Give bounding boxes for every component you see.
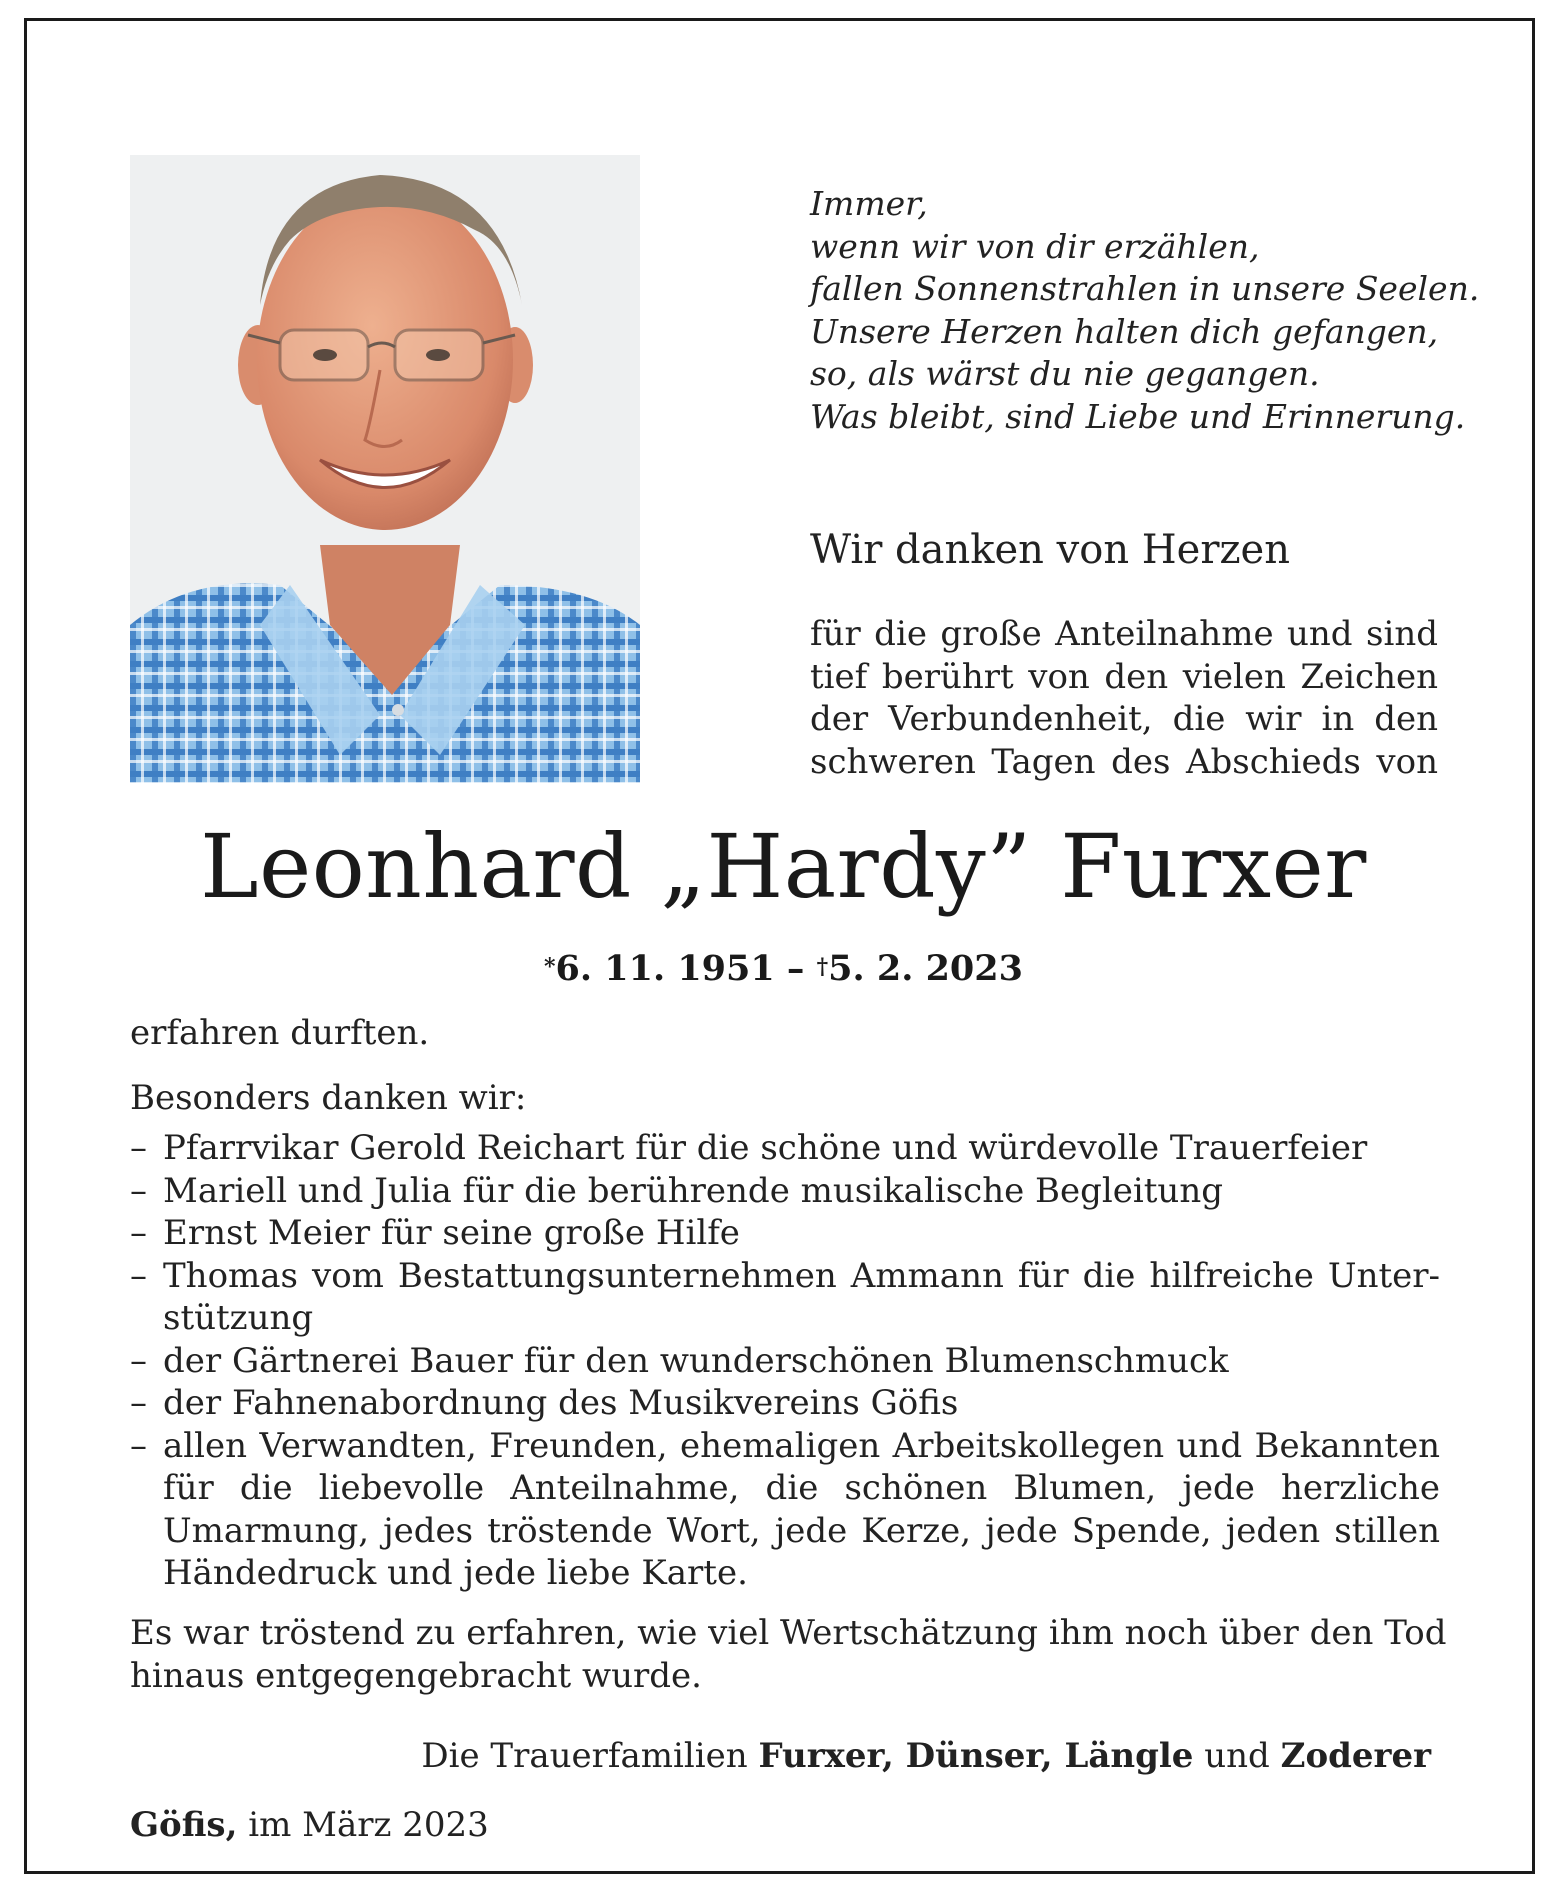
date-dash: – [786,948,805,989]
list-item [130,1170,1440,1213]
list-item-line: Ernst Meier für seine große Hilfe [163,1213,740,1253]
special-thanks-heading: Besonders danken wir: [130,1078,527,1118]
intro-line: schweren Tagen des Abschieds von [810,741,1438,782]
list-dash: – [130,1425,147,1466]
intro-line: für die große Anteilnahme und sind [810,614,1438,654]
place-city: Göfis, [130,1805,238,1845]
signature-last-family: Zoderer [1280,1736,1431,1776]
list-dash: – [130,1383,147,1423]
list-item-line: Pfarrvikar Gerold Reichart für die schöne und würdevolle Trauerfeier [163,1128,1368,1168]
poem-line: Unsere Herzen halten dich gefangen, [810,311,1439,351]
list-item-line: stützung [163,1298,314,1338]
list-item-line: allen Verwandten, Freunden, ehemaligen Arbeitskollegen und Bekannten [163,1425,1440,1466]
poem-line: Was bleibt, sind Liebe und Erinnerung. [810,396,1466,436]
list-item [130,1382,1440,1425]
poem-line: so, als wärst du nie gegangen. [810,354,1320,393]
place-and-date [130,1800,489,1850]
list-dash: – [130,1213,147,1253]
portrait-photo [130,155,640,783]
list-item [130,1340,1440,1383]
list-item [130,1255,1440,1340]
list-item-line: für die liebevolle Anteilnahme, die schönen Blumen, jede herzliche [163,1468,1440,1508]
poem-line: fallen Sonnenstrahlen in unsere Seelen. [810,269,1480,308]
birth-symbol: * [544,954,556,980]
signature-prefix: Die Trauerfamilien [421,1736,748,1776]
memorial-poem [810,183,1480,438]
signature [421,1731,1431,1781]
list-item [130,1425,1440,1595]
closing-line: Es war tröstend zu erfahren, wie viel Wertschätzung ihm noch über den Tod [130,1613,1447,1653]
list-item [130,1212,1440,1255]
closing-paragraph [130,1612,1447,1697]
signature-connector: und [1204,1736,1270,1776]
intro-paragraph [810,613,1438,783]
signature-families: Furxer, Dünser, Längle [758,1736,1194,1776]
list-item-line: der Gärtnerei Bauer für den wunderschönen Blumenschmuck [163,1340,1229,1381]
list-dash: – [130,1255,147,1296]
list-item-line: Mariell und Julia für die berührende musikalische Begleitung [163,1170,1223,1211]
thanks-heading: Wir danken von Herzen [810,527,1290,573]
special-thanks-list [130,1127,1440,1595]
list-item-line: Thomas vom Bestattungsunternehmen Ammann für die hilfreiche Unter- [163,1255,1440,1296]
intro-line: tief berührt von den vielen Zeichen [810,656,1438,697]
place-date: im März 2023 [248,1805,489,1845]
poem-line: Immer, [810,184,928,223]
list-item-line: der Fahnenabordnung des Musikvereins Göfis [163,1383,959,1423]
continuation-text: erfahren durften. [130,1013,430,1053]
closing-line: hinaus entgegengebracht wurde. [130,1655,702,1696]
death-symbol: † [816,954,829,980]
list-item-line: Umarmung, jedes tröstende Wort, jede Kerze, jede Spende, jeden stillen [163,1510,1440,1551]
poem-line: wenn wir von dir erzählen, [810,226,1260,266]
list-item [130,1127,1440,1170]
list-dash: – [130,1128,147,1168]
deceased-name: Leonhard „Hardy” Furxer [200,815,1367,918]
intro-line: der Verbundenheit, die wir in den [810,699,1438,739]
birth-date: 6. 11. 1951 [555,948,775,989]
death-date: 5. 2. 2023 [828,948,1023,989]
list-item-line: Händedruck und jede liebe Karte. [163,1553,748,1593]
list-dash: – [130,1340,147,1381]
list-dash: – [130,1170,147,1211]
life-dates [0,944,1567,994]
